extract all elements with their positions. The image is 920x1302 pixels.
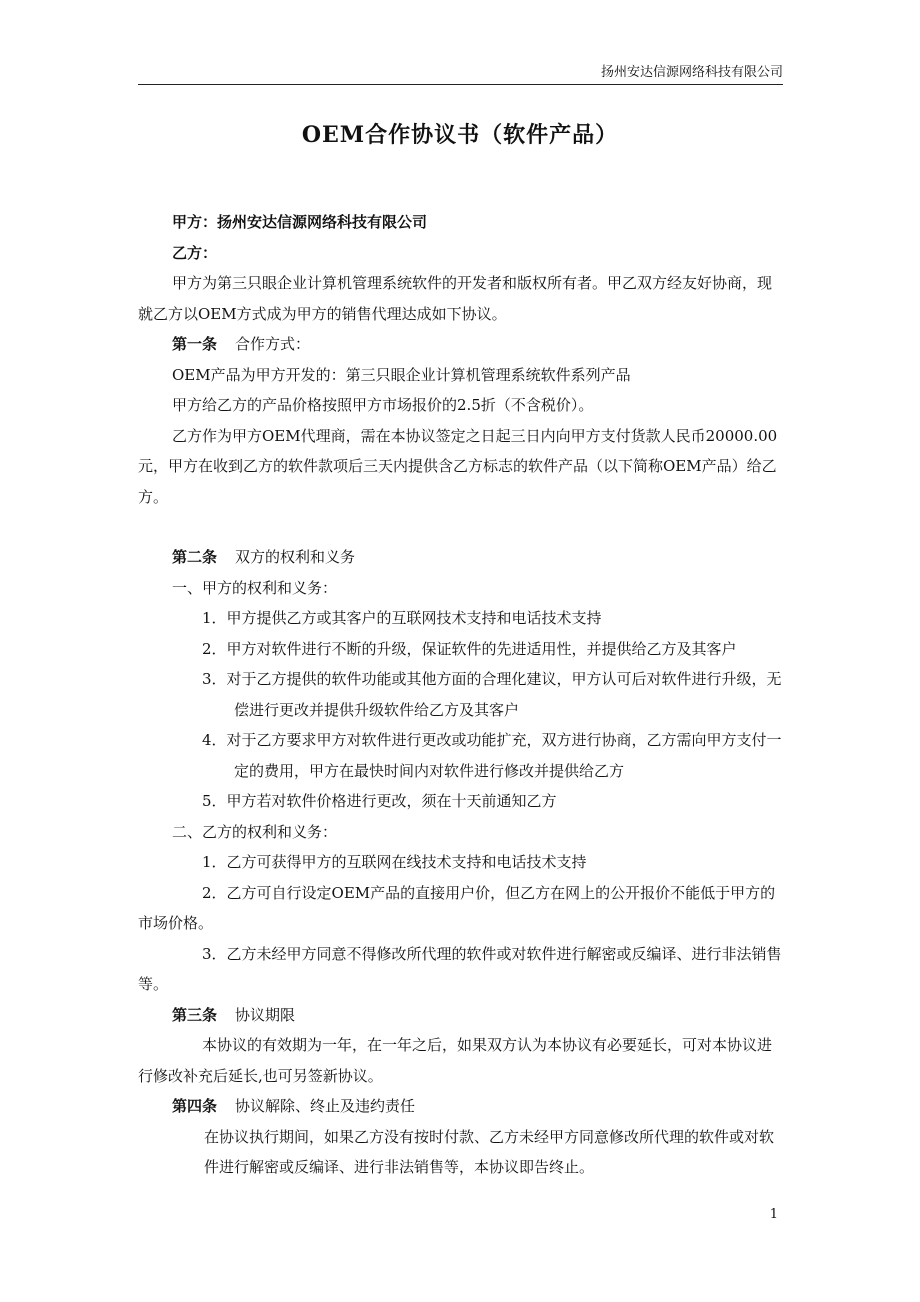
- article-4-heading: [138, 1091, 786, 1122]
- list-item: 4．对于乙方要求甲方对软件进行更改或功能扩充，双方进行协商，乙方需向甲方支付一定的费用，甲方在最快时间内对软件进行修改并提供给乙方: [202, 731, 782, 780]
- party-b-line: [138, 238, 786, 269]
- list-item: 1．甲方提供乙方或其客户的互联网技术支持和电话技术支持: [202, 609, 602, 627]
- document-body: [138, 207, 786, 1183]
- article-1-title: 合作方式：: [235, 335, 311, 353]
- article-3-heading: [138, 1000, 786, 1031]
- article-3-title: 协议期限: [235, 1005, 296, 1024]
- article-1-label: 第一条: [172, 335, 218, 353]
- article-4-paragraph: 在协议执行期间，如果乙方没有按时付款、乙方未经甲方同意修改所代理的软件或对软件进行解密或反编译、进行非法销售等，本协议即告终止。: [204, 1127, 775, 1176]
- article-1-paragraph: 乙方作为甲方OEM代理商，需在本协议签定之日起三日内向甲方支付货款人民币20000.00元，甲方在收到乙方的软件款项后三天内提供含乙方标志的软件产品（以下简称OEM产品）给乙方。: [138, 426, 778, 506]
- article-1-paragraph: OEM产品为甲方开发的：第三只眼企业计算机管理系统软件系列产品: [172, 365, 631, 384]
- party-a-label: 甲方：: [172, 213, 218, 231]
- list-item: 3．乙方未经甲方同意不得修改所代理的软件或对软件进行解密或反编译、进行非法销售等。: [138, 944, 782, 993]
- header-company: 扬州安达信源网络科技有限公司: [600, 65, 783, 80]
- article-1-paragraph: 甲方给乙方的产品价格按照甲方市场报价的2.5折（不含税价）。: [172, 396, 594, 414]
- article-2-heading: [138, 542, 786, 573]
- article-2-label: 第二条: [172, 548, 218, 566]
- list-item: 2．甲方对软件进行不断的升级，保证软件的先进适用性，并提供给乙方及其客户: [202, 639, 737, 658]
- party-a-name: 扬州安达信源网络科技有限公司: [217, 213, 428, 231]
- article-3-paragraph: 本协议的有效期为一年，在一年之后，如果双方认为本协议有必要延长，可对本协议进行修改补充后延长,也可另签新协议。: [138, 1036, 773, 1085]
- article-1-heading: [138, 329, 786, 360]
- article-4-label: 第四条: [172, 1097, 218, 1115]
- list-item: 2．乙方可自行设定OEM产品的直接用户价，但乙方在网上的公开报价不能低于甲方的市场价格。: [138, 883, 776, 932]
- article-4-title: 协议解除、终止及违约责任: [235, 1097, 416, 1115]
- spacer: [138, 512, 786, 542]
- document-title: OEM合作协议书（软件产品）: [301, 122, 619, 148]
- list-item: 3．对于乙方提供的软件功能或其他方面的合理化建议，甲方认可后对软件进行升级，无偿进行更改并提供升级软件给乙方及其客户: [202, 670, 782, 719]
- list-item: 5．甲方若对软件价格进行更改，须在十天前通知乙方: [202, 792, 557, 810]
- party-b-label: 乙方：: [172, 243, 218, 262]
- page-number: 1: [769, 1207, 778, 1222]
- article-3-label: 第三条: [172, 1005, 218, 1024]
- article-2-title: 双方的权利和义务: [235, 548, 356, 566]
- list-item: 1．乙方可获得甲方的互联网在线技术支持和电话技术支持: [202, 853, 587, 871]
- section-b-title: 二、乙方的权利和义务：: [172, 822, 338, 841]
- page-header: [138, 62, 783, 85]
- intro-paragraph: 甲方为第三只眼企业计算机管理系统软件的开发者和版权所有者。甲乙双方经友好协商，现就乙方以OEM方式成为甲方的销售代理达成如下协议。: [138, 274, 773, 323]
- section-a-title: 一、甲方的权利和义务：: [172, 578, 338, 597]
- party-a-line: [138, 207, 786, 238]
